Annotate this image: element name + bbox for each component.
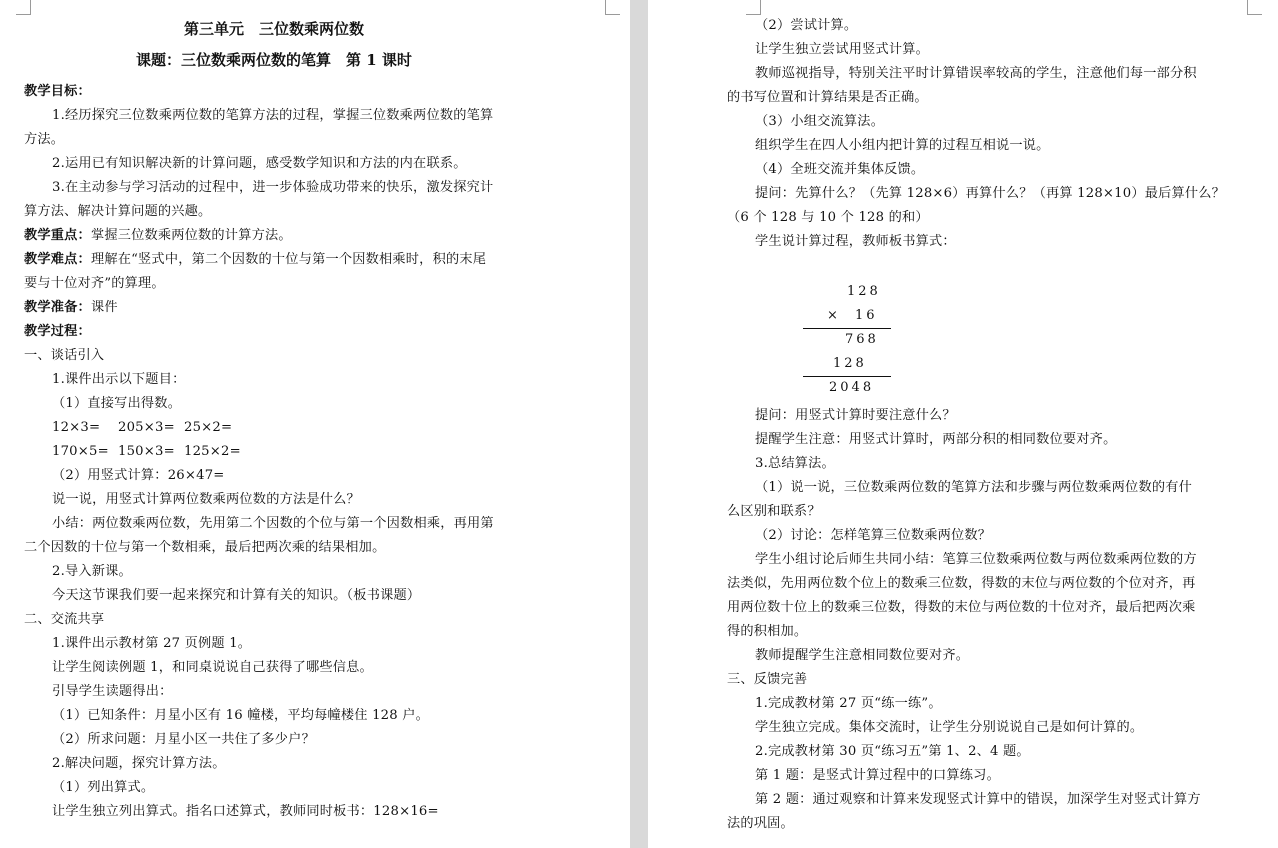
calc-row-2 bbox=[24, 440, 524, 464]
r-line: 2.完成教材第 30 页“练习五”第 1、2、4 题。 bbox=[755, 744, 1030, 759]
r-line-cont: 的书写位置和计算结果是否正确。 bbox=[727, 90, 928, 105]
r-step-3: （3）小组交流算法。 bbox=[755, 114, 885, 129]
multiplicand: 128 bbox=[847, 284, 881, 299]
r-line: 提醒学生注意：用竖式计算时，两部分积的相同数位要对齐。 bbox=[755, 432, 1117, 447]
vertical-calculation bbox=[755, 284, 1255, 404]
difficulty bbox=[24, 248, 524, 272]
s2-item-2-1-text: 让学生独立列出算式。指名口述算式，教师同时板书：128×16= bbox=[52, 804, 439, 819]
r-line: 让学生独立尝试用竖式计算。 bbox=[755, 42, 930, 57]
r-line: 学生说计算过程，教师板书算式： bbox=[755, 234, 956, 249]
s2-item-2: 2.解决问题，探究计算方法。 bbox=[52, 756, 226, 771]
prep-heading: 教学准备： bbox=[24, 300, 91, 315]
goal-3: 3.在主动参与学习活动的过程中，进一步体验成功带来的快乐，激发探究计 bbox=[52, 180, 494, 195]
product: 2048 bbox=[829, 380, 875, 395]
difficulty-heading: 教学难点： bbox=[24, 252, 91, 267]
unit-title: 第三单元 三位数乘两位数 bbox=[183, 20, 364, 38]
s2-item-1-b: 引导学生读题得出： bbox=[52, 684, 173, 699]
s2-item-1: 1.课件出示教材第 27 页例题 1。 bbox=[52, 636, 252, 651]
document-page-right bbox=[648, 0, 1278, 848]
r-line: 第 1 题：是竖式计算过程中的口算练习。 bbox=[755, 768, 1000, 783]
s1-item-2-text: 今天这节课我们要一起来探究和计算有关的知识。（板书课题） bbox=[52, 588, 421, 603]
calc-cell: 12×3= bbox=[52, 420, 101, 435]
goal-1: 1.经历探究三位数乘两位数的笔算方法的过程，掌握三位数乘两位数的笔算 bbox=[52, 108, 494, 123]
goal-2: 2.运用已有知识解决新的计算问题，感受数学知识和方法的内在联系。 bbox=[52, 156, 467, 171]
r-line: 1.完成教材第 27 页“练一练”。 bbox=[755, 696, 942, 711]
r-line: （1）说一说，三位数乘两位数的笔算方法和步骤与两位数乘两位数的有什 bbox=[755, 480, 1192, 495]
difficulty-text: 理解在“竖式中，第二个因数的十位与第一个因数相乘时，积的末尾 bbox=[90, 252, 487, 267]
summary-cont: 二个因数的十位与第一个数相乘，最后把两次乘的结果相加。 bbox=[24, 540, 386, 555]
crop-mark bbox=[16, 0, 31, 15]
r-line: 提问：用竖式计算时要注意什么？ bbox=[755, 408, 956, 423]
section-3-heading: 三、反馈完善 bbox=[727, 672, 808, 687]
r-step: 3.总结算法。 bbox=[755, 456, 835, 471]
r-line: 第 2 题：通过观察和计算来发现竖式计算中的错误，加深学生对竖式计算方 bbox=[755, 792, 1201, 807]
r-line: 教师提醒学生注意相同数位要对齐。 bbox=[755, 648, 970, 663]
r-line-cont: 法类似，先用两位数个位上的数乘三位数，得数的末位与两位数的个位对齐，再 bbox=[727, 576, 1196, 591]
calc-cell: 205×3= bbox=[118, 420, 175, 435]
r-line-cont: 用两位数十位上的数乘三位数，得数的末位与两位数的十位对齐，最后把两次乘 bbox=[727, 600, 1196, 615]
r-line-cont: 得的积相加。 bbox=[727, 624, 808, 639]
s2-item-2-1: （1）列出算式。 bbox=[52, 780, 155, 795]
r-line: 学生独立完成。集体交流时，让学生分别说说自己是如何计算的。 bbox=[755, 720, 1144, 735]
s1-item-2: 2.导入新课。 bbox=[52, 564, 132, 579]
process-heading: 教学过程： bbox=[24, 324, 91, 339]
key-heading: 教学重点： bbox=[24, 228, 91, 243]
say-prompt: 说一说，用竖式计算两位数乘两位数的方法是什么？ bbox=[52, 492, 360, 507]
preparation bbox=[24, 296, 524, 320]
partial-product-2: 128 bbox=[833, 356, 867, 371]
calc-cell: 125×2= bbox=[184, 444, 241, 459]
s2-item-1-a: 让学生阅读例题 1，和同桌说说自己获得了哪些信息。 bbox=[52, 660, 373, 675]
section-1-heading: 一、谈话引入 bbox=[24, 348, 105, 363]
goal-1-cont: 方法。 bbox=[24, 132, 65, 147]
s2-item-1-d: （2）所求问题：月星小区一共住了多少户？ bbox=[52, 732, 315, 747]
r-line-cont: （6 个 128 与 10 个 128 的和） bbox=[727, 210, 929, 225]
calc-cell: 170×5= bbox=[52, 444, 109, 459]
key-point bbox=[24, 224, 524, 248]
r-line: 提问：先算什么？（先算 128×6）再算什么？（再算 128×10）最后算什么？ bbox=[755, 186, 1226, 201]
r-step-2: （2）尝试计算。 bbox=[755, 18, 858, 33]
s2-item-1-c: （1）已知条件：月星小区有 16 幢楼，平均每幢楼住 128 户。 bbox=[52, 708, 430, 723]
crop-mark bbox=[1247, 0, 1262, 15]
r-line-cont: 么区别和联系？ bbox=[727, 504, 821, 519]
r-line: 学生小组讨论后师生共同小结：笔算三位数乘两位数与两位数乘两位数的方 bbox=[755, 552, 1197, 567]
r-line: 教师巡视指导，特别关注平时计算错误率较高的学生，注意他们每一部分积 bbox=[755, 66, 1197, 81]
goal-3-cont: 算方法、解决计算问题的兴趣。 bbox=[24, 204, 212, 219]
page-content bbox=[727, 14, 1255, 836]
r-line: 组织学生在四人小组内把计算的过程互相说一说。 bbox=[755, 138, 1050, 153]
crop-mark bbox=[605, 0, 620, 15]
rule-line bbox=[803, 328, 891, 329]
r-line: （2）讨论：怎样笔算三位数乘两位数？ bbox=[755, 528, 992, 543]
calc-row-1 bbox=[24, 416, 524, 440]
summary: 小结：两位数乘两位数，先用第二个因数的个位与第一个因数相乘，再用第 bbox=[52, 516, 494, 531]
section-2-heading: 二、交流共享 bbox=[24, 612, 105, 627]
prep-text: 课件 bbox=[90, 300, 118, 315]
key-text: 掌握三位数乘两位数的计算方法。 bbox=[90, 228, 292, 243]
goals-heading: 教学目标： bbox=[24, 84, 91, 99]
rule-line bbox=[803, 376, 891, 377]
difficulty-cont: 要与十位对齐”的算理。 bbox=[24, 276, 165, 291]
document-page-left bbox=[0, 0, 630, 848]
lesson-title: 课题：三位数乘两位数的笔算 第 1 课时 bbox=[136, 51, 412, 69]
calc-cell: 150×3= bbox=[118, 444, 175, 459]
page-gutter bbox=[630, 0, 648, 848]
crop-mark bbox=[746, 0, 761, 15]
s1-item-1-2: （2）用竖式计算：26×47= bbox=[52, 468, 225, 483]
s1-item-1: 1.课件出示以下题目： bbox=[52, 372, 186, 387]
partial-product-1: 768 bbox=[845, 332, 879, 347]
r-line-cont: 法的巩固。 bbox=[727, 816, 794, 831]
page-content bbox=[24, 14, 524, 824]
multiplier: 16 bbox=[855, 308, 878, 323]
r-step-4: （4）全班交流并集体反馈。 bbox=[755, 162, 925, 177]
calc-cell: 25×2= bbox=[184, 420, 233, 435]
s1-item-1-1: （1）直接写出得数。 bbox=[52, 396, 182, 411]
times-sign: × bbox=[827, 308, 841, 323]
